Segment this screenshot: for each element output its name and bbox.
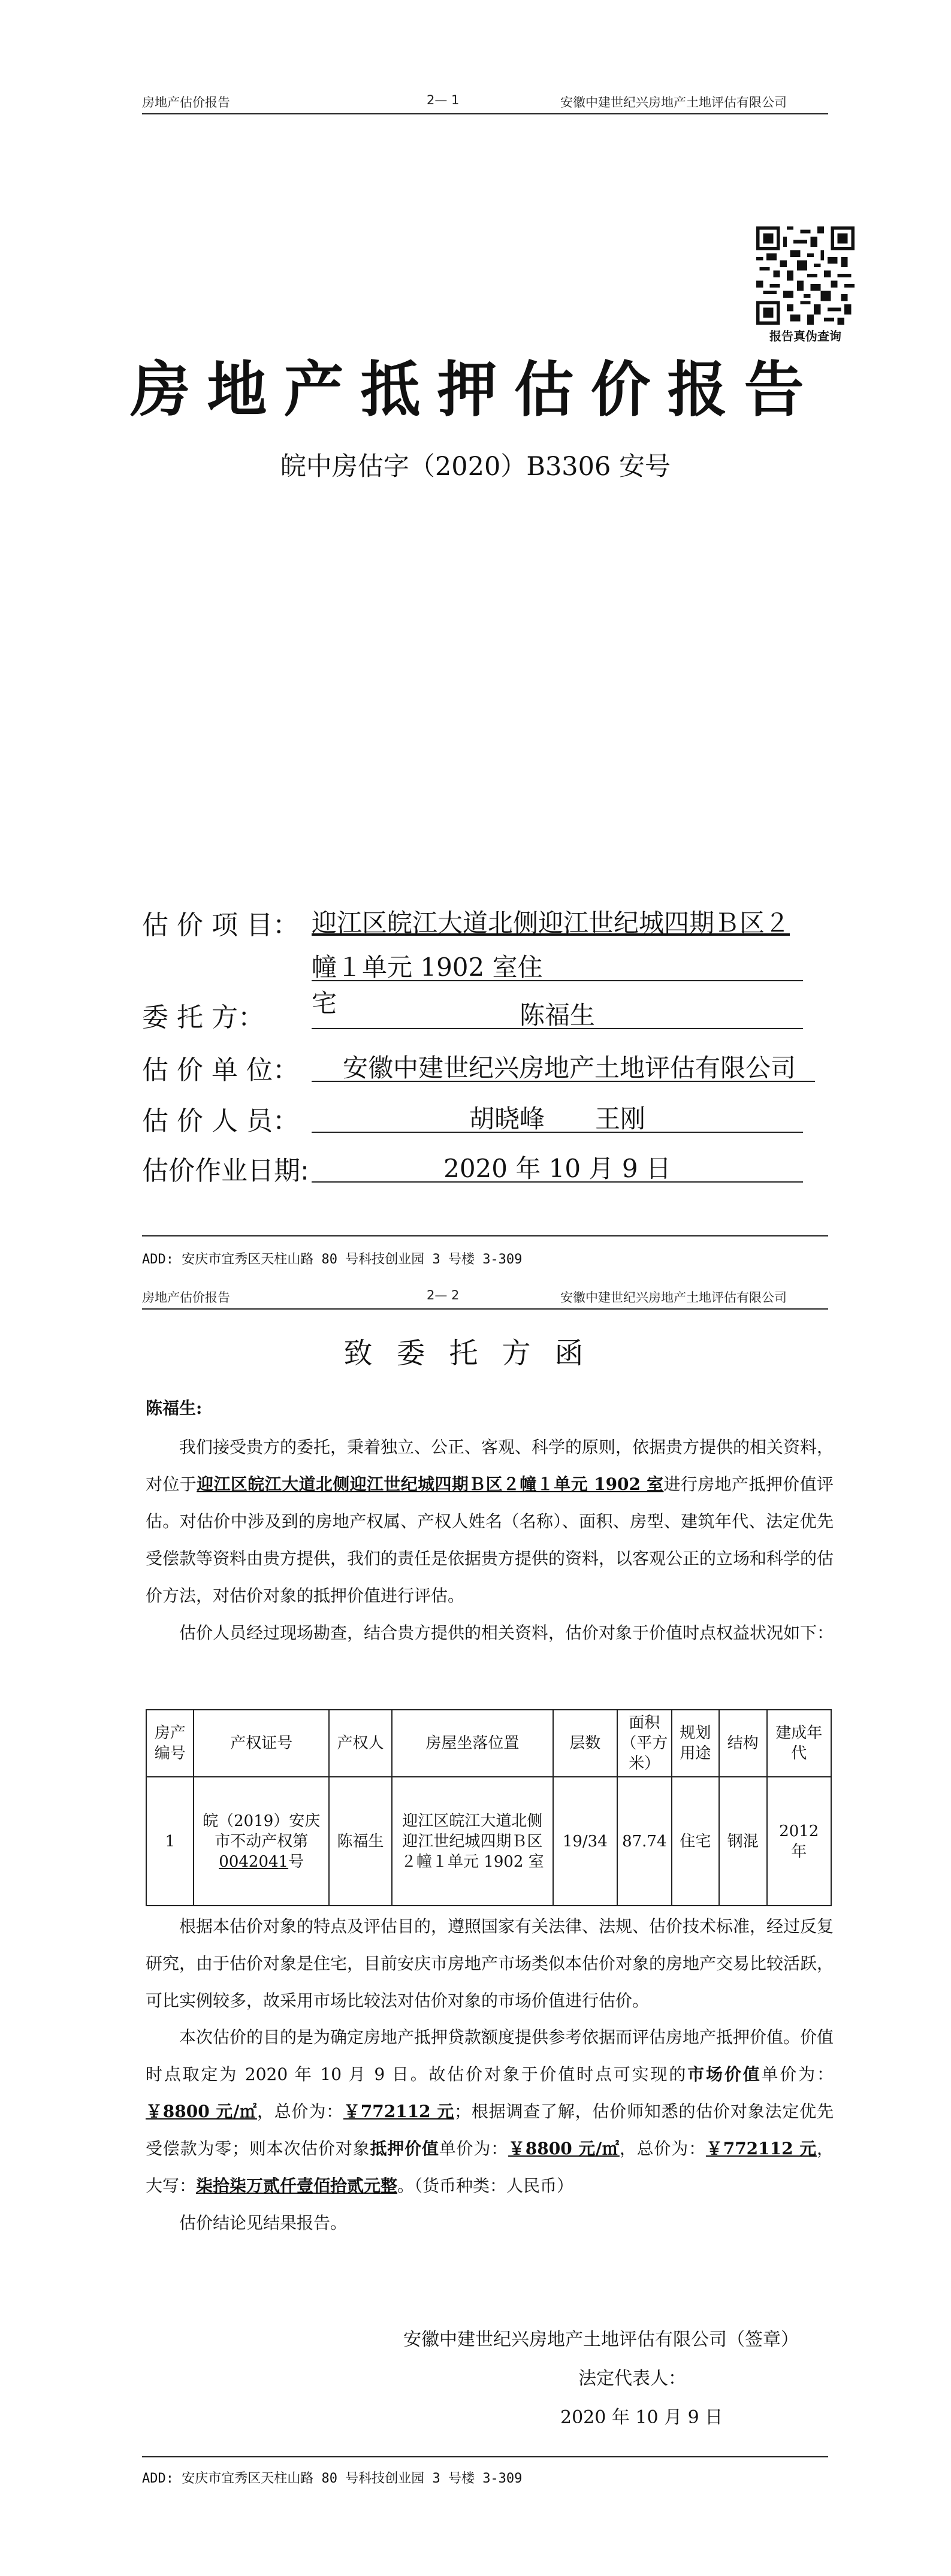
cell-use: 住宅 bbox=[672, 1777, 719, 1906]
project-underline bbox=[312, 980, 803, 981]
cell-structure: 钢混 bbox=[719, 1777, 766, 1906]
project-label: 估 价 项 目： bbox=[142, 910, 299, 941]
paragraph-2: 估价人员经过现场勘查，结合贵方提供的相关资料，估价对象于价值时点权益状况如下： bbox=[179, 1623, 834, 1643]
page2-footer-address: ADD: 安庆市宜秀区天柱山路 80 号科技创业园 3 号楼 3-309 bbox=[142, 2471, 523, 2486]
col-header-area: 面积（平方米） bbox=[617, 1710, 672, 1777]
appraiser-label: 估 价 人 员： bbox=[142, 1106, 299, 1136]
client-value: 陈福生 bbox=[519, 1000, 595, 1030]
signature-legal-rep: 法定代表人： bbox=[578, 2368, 686, 2389]
signature-date: 2020 年 10 月 9 日 bbox=[560, 2407, 723, 2428]
org-value: 安徽中建世纪兴房地产土地评估有限公司 bbox=[342, 1053, 796, 1083]
page1-header-page-number: 2— 1 bbox=[427, 93, 460, 107]
page1-footer-address: ADD: 安庆市宜秀区天柱山路 80 号科技创业园 3 号楼 3-309 bbox=[142, 1252, 523, 1267]
client-underline bbox=[312, 1028, 803, 1029]
page1-header-right: 安徽中建世纪兴房地产土地评估有限公司 bbox=[560, 95, 787, 110]
signature-company: 安徽中建世纪兴房地产土地评估有限公司（签章） bbox=[403, 2329, 799, 2350]
appraiser-underline bbox=[312, 1132, 803, 1133]
col-header-no: 房产编号 bbox=[146, 1710, 194, 1777]
qr-caption: 报告真伪查询 bbox=[769, 329, 841, 343]
col-header-year: 建成年代 bbox=[767, 1710, 831, 1777]
page2-header-page-number: 2— 2 bbox=[427, 1288, 460, 1302]
date-value: 2020 年 10 月 9 日 bbox=[443, 1154, 671, 1183]
cell-no: 1 bbox=[146, 1777, 194, 1906]
letter-title: 致委托方函 bbox=[343, 1337, 608, 1370]
col-header-cert: 产权证号 bbox=[194, 1710, 328, 1777]
cell-floors: 19/34 bbox=[553, 1777, 617, 1906]
property-table bbox=[146, 1709, 832, 1906]
org-underline bbox=[312, 1081, 815, 1082]
cell-area: 87.74 bbox=[617, 1777, 672, 1906]
report-title: 房地产抵押估价报告 bbox=[130, 355, 821, 425]
salutation: 陈福生: bbox=[146, 1398, 203, 1418]
cell-location: 迎江区皖江大道北侧迎江世纪城四期Ｂ区２幢１单元 1902 室 bbox=[392, 1777, 553, 1906]
org-label: 估 价 单 位： bbox=[142, 1055, 299, 1086]
report-number: 皖中房估字（2020）B3306 安号 bbox=[280, 452, 671, 482]
qr-code-icon bbox=[756, 226, 855, 325]
page1-header-left: 房地产估价报告 bbox=[142, 95, 230, 110]
table-row bbox=[146, 1777, 831, 1906]
col-header-floors: 层数 bbox=[553, 1710, 617, 1777]
page2-header-rule bbox=[142, 1308, 828, 1310]
cell-cert: 皖（2019）安庆市不动产权第0042041号 bbox=[194, 1777, 328, 1906]
col-header-owner: 产权人 bbox=[329, 1710, 392, 1777]
project-value-line2: 幢１单元 1902 室住宅 bbox=[312, 953, 543, 1018]
col-header-structure: 结构 bbox=[719, 1710, 766, 1777]
table-header-row bbox=[146, 1710, 831, 1777]
page1-header-rule bbox=[142, 113, 828, 114]
page2-footer-rule bbox=[142, 2456, 828, 2457]
paragraph-5: 估价结论见结果报告。 bbox=[179, 2213, 348, 2233]
paragraph-1: 我们接受贵方的委托，秉着独立、公正、客观、科学的原则，依据贵方提供的相关资料，对位于迎江区皖江大道北侧迎江世纪城四期Ｂ区２幢１单元 1902 室进行房地产抵押价值评估。对估价中涉及到的房地产权属、产权人姓名（名称）、面积、房型、建筑年代、法定优先受偿款等资料由贵方提供，我们的责任是依据贵方提供的资料，以客观公正的立场和科学的估价方法，对估价对象的抵押价值进行评估。 bbox=[146, 1437, 834, 1606]
paragraph-4: 本次估价的目的是为确定房地产抵押贷款额度提供参考依据而评估房地产抵押价值。价值时点取定为 2020 年 10 月 9 日。故估价对象于价值时点可实现的市场价值单价为：￥8800 元/㎡，总价为：￥772112 元；根据调查了解，估价师知悉的估价对象法定优先受偿款为零；则本次估价对象抵押价值单价为：￥8800 元/㎡，总价为：￥772112 元，大写：柒拾柒万贰仟壹佰拾贰元整。（货币种类：人民币） bbox=[146, 2027, 834, 2196]
page2-header-right: 安徽中建世纪兴房地产土地评估有限公司 bbox=[560, 1290, 787, 1305]
page2-header-left: 房地产估价报告 bbox=[142, 1290, 230, 1305]
cell-owner: 陈福生 bbox=[329, 1777, 392, 1906]
page1-footer-rule bbox=[142, 1235, 828, 1236]
cell-year: 2012 年 bbox=[767, 1777, 831, 1906]
date-label: 估价作业日期: bbox=[142, 1156, 309, 1186]
paragraph-3: 根据本估价对象的特点及评估目的，遵照国家有关法律、法规、估价技术标准，经过反复研究，由于估价对象是住宅，目前安庆市房地产市场类似本估价对象的房地产交易比较活跃，可比实例较多，故采用市场比较法对估价对象的市场价值进行估价。 bbox=[146, 1916, 834, 2010]
appraiser-value: 胡晓峰 王刚 bbox=[469, 1104, 645, 1133]
col-header-use: 规划用途 bbox=[672, 1710, 719, 1777]
date-underline bbox=[312, 1181, 803, 1183]
client-label: 委 托 方： bbox=[142, 1002, 264, 1033]
property-location-highlight: 迎江区皖江大道北侧迎江世纪城四期Ｂ区２幢１单元 1902 室 bbox=[197, 1474, 664, 1494]
col-header-location: 房屋坐落位置 bbox=[392, 1710, 553, 1777]
project-value-line1: 迎江区皖江大道北侧迎江世纪城四期Ｂ区２ bbox=[312, 908, 790, 938]
